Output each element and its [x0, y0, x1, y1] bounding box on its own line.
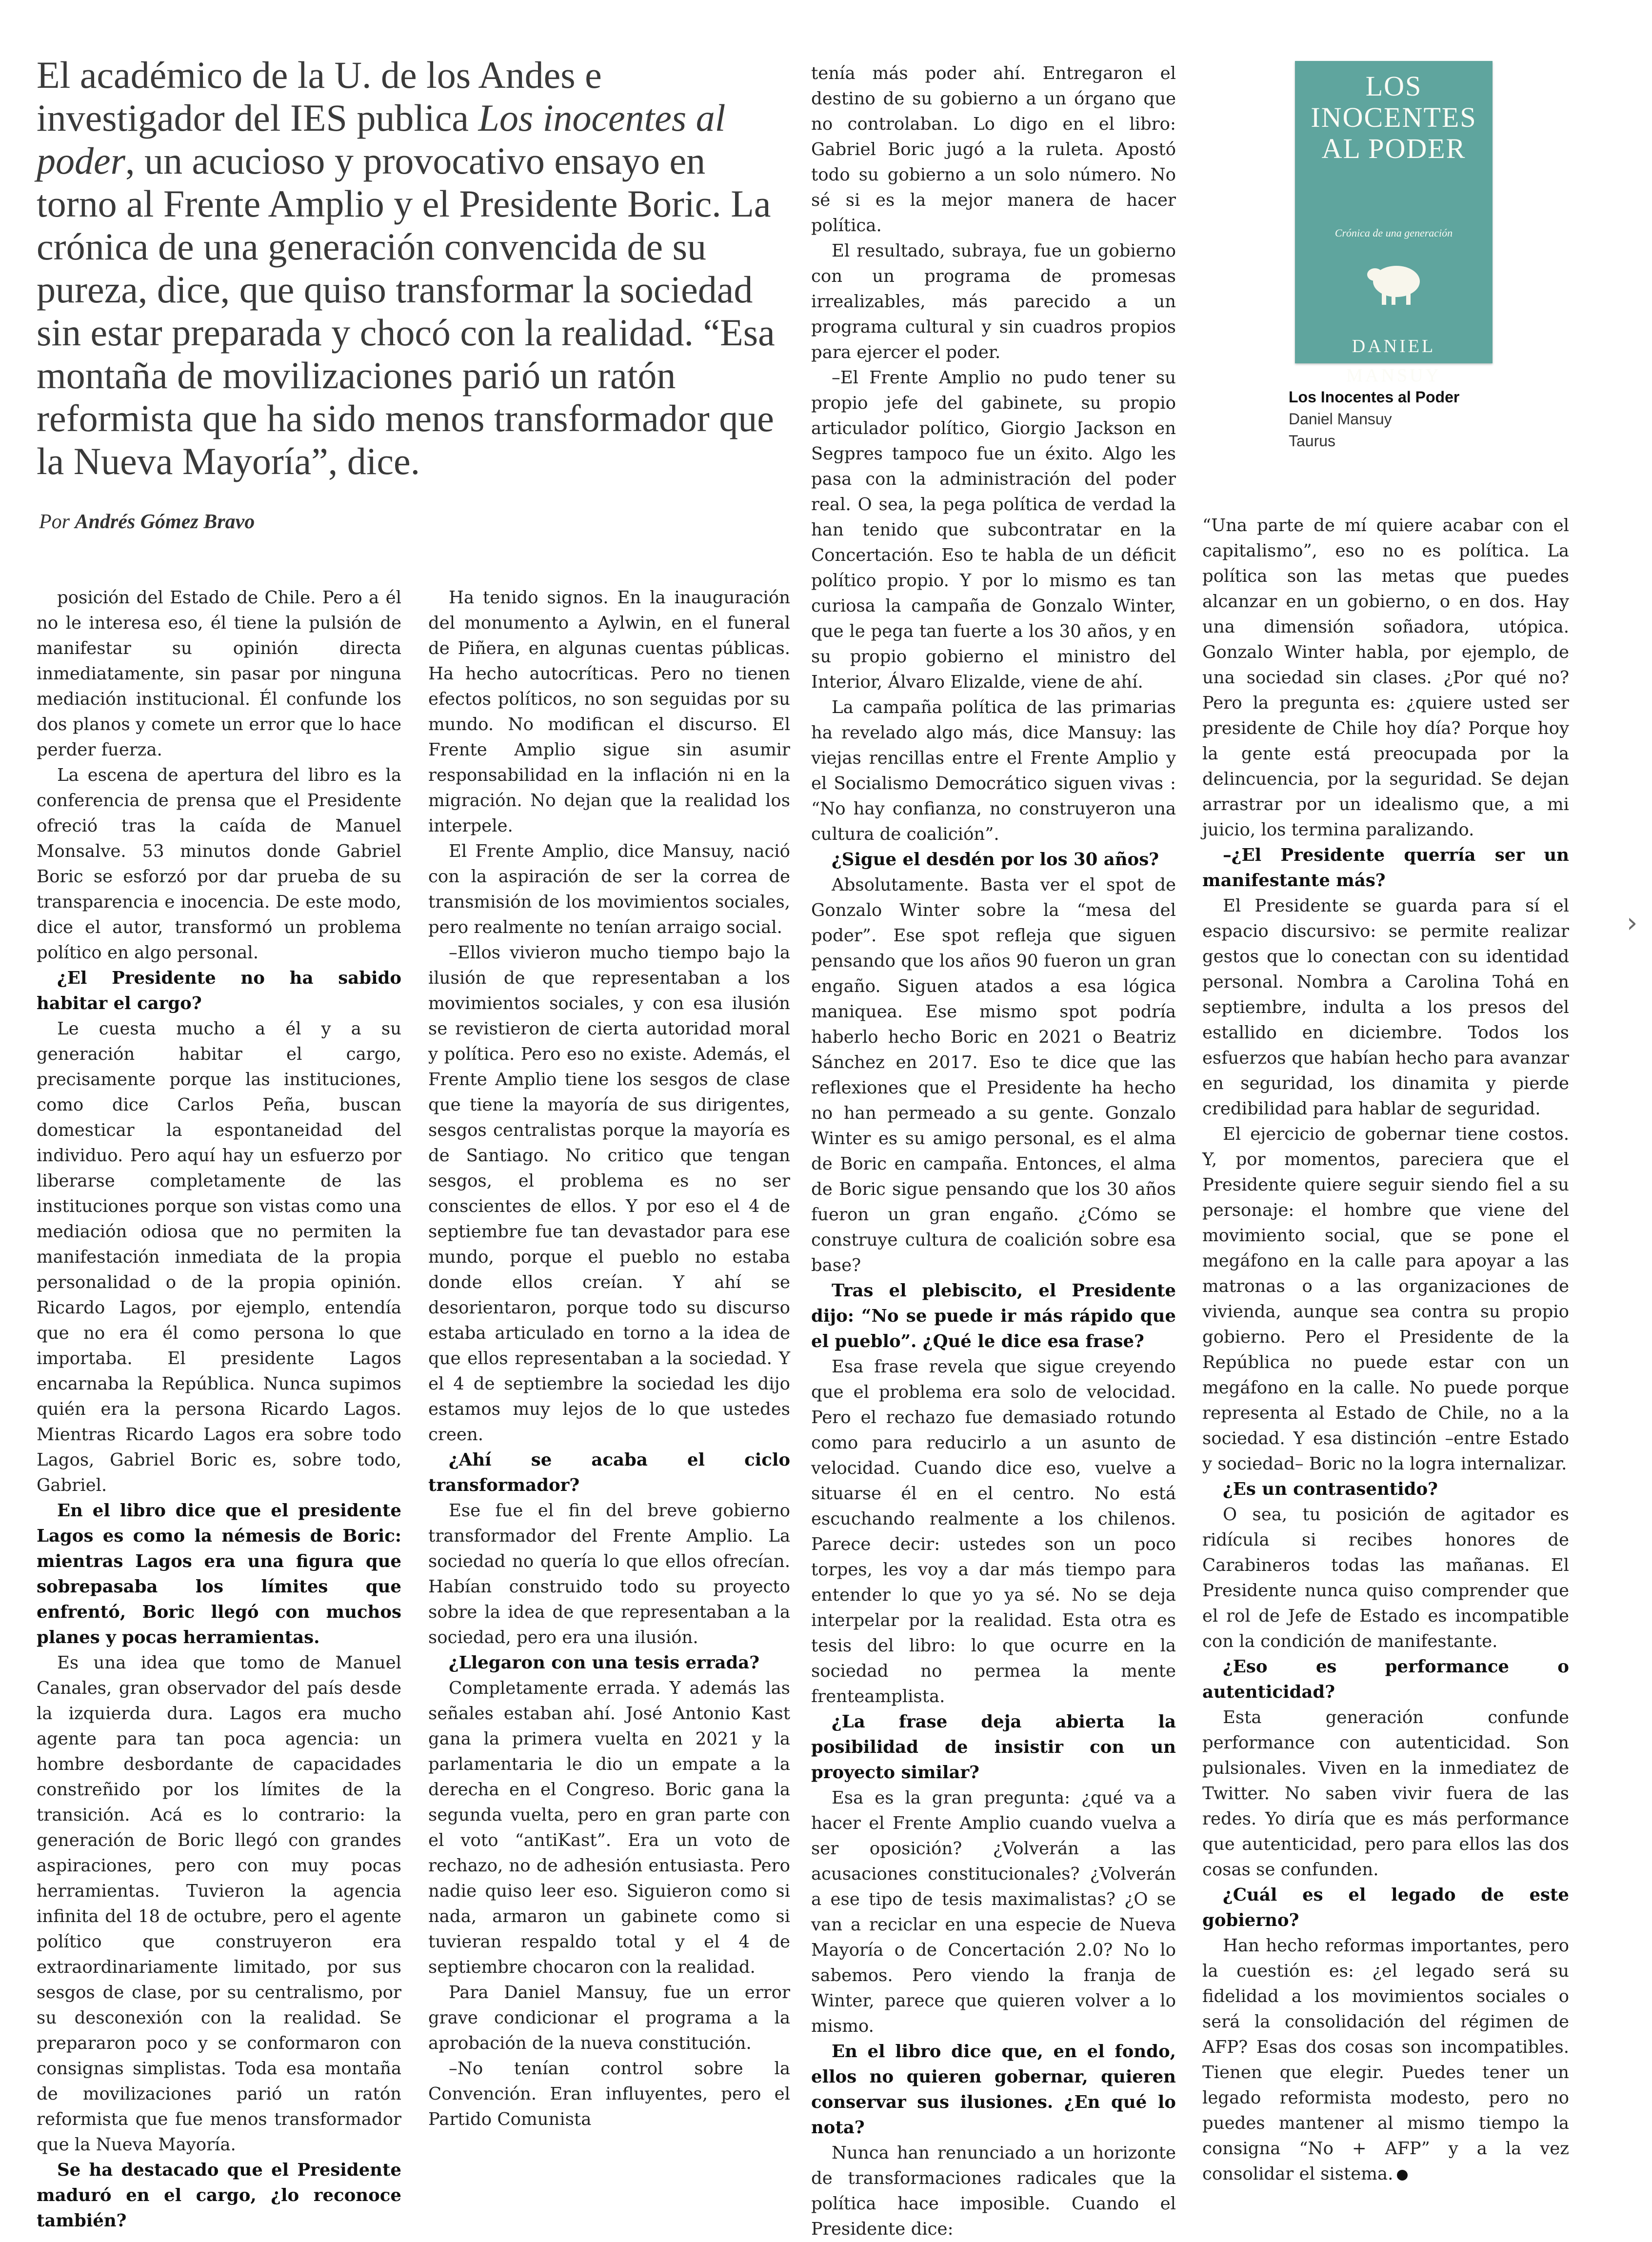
article-column-4	[1202, 513, 1569, 2187]
article-column-3	[811, 61, 1176, 2242]
cover-author-line: DANIEL	[1352, 336, 1436, 357]
article-paragraph: Han hecho reformas importantes, pero la cuestión es: ¿el legado será su fidelidad a los movimientos sociales o será la consolidación del régimen de AFP? Esas dos cosas son incompatibles. Tienen que elegir. Puedes tener un legado reformista modesto, pero no puedes mantener al mismo tiempo la consigna “No + AFP” y a la vez consolidar el sistema.	[1202, 1936, 1569, 2184]
article-paragraph: El ejercicio de gobernar tiene costos. Y, por momentos, pareciera que el Presidente quiere seguir siendo fiel a su personaje: el hombre que viene del movimiento social, que se pone el megáfono en la calle para apoyar a las matronas o a las organizaciones de vivienda, aunque sea contra su propio gobierno. Pero el Presidente de la República no puede estar con un megáfono en la calle. No puede porque representa al Estado de Chile, no a la sociedad. Y esa distinción –entre Estado y sociedad– Boric no la logra internalizar.	[1202, 1124, 1569, 1474]
cover-subtitle: Crónica de una generación	[1334, 227, 1453, 239]
interview-question: ¿La frase deja abierta la posibilidad de insistir con un proyecto similar?	[811, 1712, 1176, 1783]
interview-question: ¿Sigue el desdén por los 30 años?	[832, 850, 1159, 870]
cover-title-line: INOCENTES	[1311, 101, 1477, 133]
article-paragraph: Completamente errada. Y además las señales estaban ahí. José Antonio Kast gana la primera vuelta en 2021 y la parlamentaria le dio un empate a la derecha en el Congreso. Boric gana la segunda vuelta, pero en gran parte con el voto “antiKast”. Era un voto de rechazo, no de adhesión entusiasta. Pero nadie quiso leer eso. Siguieron como si nada, armaron un gabinete como si tuvieran respaldo total y el 4 de septiembre chocaron con la realidad.	[428, 1678, 790, 1977]
book-info-author: Daniel Mansuy	[1289, 410, 1392, 428]
article-paragraph: Nunca han renunciado a un horizonte de transformaciones radicales que la política hace imposible. Cuando el Presidente dice:	[811, 2143, 1176, 2239]
interview-question: Se ha destacado que el Presidente maduró en el cargo, ¿lo reconoce también?	[37, 2160, 401, 2231]
article-column-2	[428, 585, 790, 2132]
book-info-title: Los Inocentes al Poder	[1289, 388, 1460, 406]
next-page-chevron-icon[interactable]: ›	[1627, 907, 1638, 939]
interview-question: ¿El Presidente no ha sabido habitar el cargo?	[37, 968, 401, 1013]
article-paragraph: El Frente Amplio, dice Mansuy, nació con la aspiración de ser la correa de transmisión de los movimientos sociales, pero realmente no tenían arraigo social.	[428, 841, 790, 937]
book-info-publisher: Taurus	[1289, 432, 1336, 450]
byline	[39, 510, 771, 534]
cover-author-line: MANSUY	[1346, 365, 1441, 386]
article-paragraph: –Ellos vivieron mucho tiempo bajo la ilusión de que representaban a los movimientos sociales, y con esa ilusión se revistieron de cierta autoridad moral y política. Pero eso no existe. Además, el Frente Amplio tiene los sesgos de clase que tiene la mayoría de sus dirigentes, sesgos centralistas porque la mayoría es de Santiago. No critico que tengan sesgos, el problema es no ser conscientes de ellos. Y por eso el 4 de septiembre fue tan devastador para ese mundo, porque el pueblo no estaba donde ellos creían. Y ahí se desorientaron, porque todo su discurso estaba articulado en torno a la idea de que ellos representaban a la sociedad. Y el 4 de septiembre la sociedad les dijo estamos muy lejos de lo que ustedes creen.	[428, 943, 790, 1445]
end-mark-icon	[1397, 2170, 1408, 2181]
cover-title-line: LOS	[1365, 70, 1422, 102]
article-paragraph: La escena de apertura del libro es la conferencia de prensa que el Presidente ofreció tras la caída de Manuel Monsalve. 53 minutos donde Gabriel Boric se esforzó por dar prueba de su transparencia e inocencia. De este modo, dice el autor, transformó un problema político en algo personal.	[37, 765, 401, 963]
interview-question: En el libro dice que el presidente Lagos es como la némesis de Boric: mientras Lagos era una figura que sobrepasaba los límites que enfrentó, Boric llegó con muchos planes y pocas herramientas.	[37, 1501, 401, 1647]
article-paragraph: Para Daniel Mansuy, fue un error grave condicionar el programa a la aprobación de la nueva constitución.	[428, 1983, 790, 2053]
interview-question: ¿Llegaron con una tesis errada?	[449, 1653, 760, 1673]
article-paragraph: Le cuesta mucho a él y a su generación habitar el cargo, precisamente porque las instituciones, como dice Carlos Peña, buscan domesticar la espontaneidad del individuo. Pero aquí hay un esfuerzo por liberarse completamente de las instituciones porque son vistas como una mediación odiosa que no permiten la manifestación inmediata de la propia personalidad o de la propia opinión. Ricardo Lagos, por ejemplo, entendía que no era él como persona lo que importaba. El presidente Lagos encarnaba la República. Nunca supimos quién era la persona Ricardo Lagos. Mientras Ricardo Lagos era sobre todo Lagos, Gabriel Boric es, sobre todo, Gabriel.	[37, 1019, 401, 1495]
article-paragraph: O sea, tu posición de agitador es ridícula si recibes honores de Carabineros todas las mañanas. El Presidente nunca quiso comprender que el rol de Jefe de Estado es incompatible con la condición de manifestante.	[1202, 1505, 1569, 1651]
article-paragraph: El resultado, subraya, fue un gobierno con un programa de promesas irrealizables, más parecido a un programa cultural y sin cuadros propios para ejercer el poder.	[811, 241, 1176, 362]
book-info	[1289, 386, 1493, 452]
interview-question: ¿Es un contrasentido?	[1223, 1479, 1438, 1499]
article-paragraph: Ese fue el fin del breve gobierno transformador del Frente Amplio. La sociedad no quería lo que ellos ofrecían. Habían construido todo su proyecto sobre la idea de que representaban a la sociedad, pero era una ilusión.	[428, 1501, 790, 1647]
article-paragraph: Esa frase revela que sigue creyendo que el problema era solo de velocidad. Pero el rechazo fue demasiado rotundo como para reducirlo a un asunto de velocidad. Cuando dice eso, vuelve a situarse él en el centro. No está escuchando realmente a los chilenos. Parece decir: ustedes son un poco torpes, les voy a dar más tiempo para entender lo que yo ya sé. No se deja interpelar por la realidad. Esta otra es tesis del libro: lo que ocurre en la sociedad no permea la mente frenteamplista.	[811, 1357, 1176, 1706]
lede-text-continued: , un acucioso y provocativo ensayo en torno al Frente Amplio y el Presidente Boric. La crónica de una generación convencida de su pureza, dice, que quiso transformar la sociedad sin estar preparada y chocó con la realidad. “Esa montaña de movilizaciones parió un ratón reformista que ha sido menos transformador que la Nueva Mayoría”, dice.	[37, 139, 775, 482]
article-paragraph: Esta generación confunde performance con autenticidad. Son pulsionales. Viven en la inmediatez de Twitter. No saben vivir fuera de las redes. Yo diría que es más performance que autenticidad, pero para ellos las dos cosas se confunden.	[1202, 1707, 1569, 1880]
interview-question: En el libro dice que, en el fondo, ellos no quieren gobernar, quieren conservar sus ilusiones. ¿En qué lo nota?	[811, 2042, 1176, 2138]
interview-question: ¿Ahí se acaba el ciclo transformador?	[428, 1450, 790, 1495]
article-column-1	[37, 585, 401, 2234]
book-cover	[1295, 61, 1493, 386]
interview-question: –¿El Presidente querría ser un manifestante más?	[1202, 845, 1569, 891]
cover-title-line: AL PODER	[1321, 133, 1466, 164]
article-paragraph: Esa es la gran pregunta: ¿qué va a hacer el Frente Amplio cuando vuelva a ser oposición? ¿Volverán a las acusaciones constitucionales? ¿Volverán a ese tipo de tesis maximalistas? ¿O se van a reciclar en una especie de Nueva Mayoría o de Concertación 2.0? No lo sabemos. Pero viendo la franja de Winter, parece que quieren volver a lo mismo.	[811, 1788, 1176, 2036]
interview-question: ¿Cuál es el legado de este gobierno?	[1202, 1885, 1569, 1930]
article-paragraph: La campaña política de las primarias ha revelado algo más, dice Mansuy: las viejas rencillas entre el Frente Amplio y el Socialismo Democrático siguen vivas : “No hay confianza, no construyeron una cultura de coalición”.	[811, 697, 1176, 844]
article-paragraph: tenía más poder ahí. Entregaron el destino de su gobierno a un órgano que no controlaban. Lo digo en el libro: Gabriel Boric jugó a la ruleta. Apostó todo su gobierno a un solo número. No sé si es la mejor manera de hacer política.	[811, 63, 1176, 236]
lede-book-title: Los inocentes al poder	[37, 97, 726, 182]
lede	[37, 54, 788, 483]
lamb-illustration-icon	[1363, 256, 1424, 310]
article-paragraph: –El Frente Amplio no pudo tener su propio jefe del gabinete, su propio articulador político, Giorgio Jackson en Segpres tampoco fue un éxito. Algo les pasa con la administración del poder real. O sea, la pega política de verdad la han tenido que subcontratar en la Concertación. Eso te habla de un déficit político propio. Y por lo mismo es tan curiosa la campaña de Gonzalo Winter, que le pega tan fuerte a los 30 años, y en su propio gobierno el ministro del Interior, Álvaro Elizalde, viene de ahí.	[811, 368, 1176, 692]
article-paragraph: Absolutamente. Basta ver el spot de Gonzalo Winter sobre la “mesa del poder”. Ese spot refleja que siguen pensando que los años 90 fueron un gran engaño. Siguen atados a esa lógica maniquea. Ese mismo spot podría haberlo hecho Boric en 2021 o Beatriz Sánchez en 2017. Eso te dice que las reflexiones que el Presidente ha hecho no han permeado a su gente. Gonzalo Winter es su amigo personal, es el alma de Boric en campaña. Entonces, el alma de Boric sigue pensando que los 30 años fueron un gran engaño. ¿Cómo se construye cultura de coalición sobre esa base?	[811, 875, 1176, 1275]
article-paragraph: –No tenían control sobre la Convención. Eran influyentes, pero el Partido Comunista	[428, 2059, 790, 2129]
byline-prefix: Por	[39, 511, 75, 533]
article-paragraph: El Presidente se guarda para sí el espacio discursivo: se permite realizar gestos que lo conectan con su identidad personal. Nombra a Carolina Tohá en septiembre, indulta a los presos del estallido en diciembre. Todos los esfuerzos que habían hecho para avanzar en seguridad, los dinamita y pierde credibilidad para hablar de seguridad.	[1202, 896, 1569, 1119]
article-paragraph: posición del Estado de Chile. Pero a él no le interesa eso, él tiene la pulsión de manifestar su opinión directa inmediatamente, sin pasar por ninguna mediación institucional. Él confunde los dos planos y comete un error que lo hace perder fuerza.	[37, 588, 401, 760]
interview-question: ¿Eso es performance o autenticidad?	[1202, 1657, 1569, 1702]
interview-question: Tras el plebiscito, el Presidente dijo: “No se puede ir más rápido que el pueblo”. ¿Qué le dice esa frase?	[811, 1281, 1176, 1351]
byline-author: Andrés Gómez Bravo	[75, 511, 255, 533]
article-paragraph: “Una parte de mí quiere acabar con el capitalismo”, eso no es política. La política son las metas que puedes alcanzar en un gobierno, o en dos. Hay una dimensión soñadora, utópica. Gonzalo Winter habla, por ejemplo, de una sociedad sin clases. ¿Por qué no? Pero la pregunta es: ¿quiere usted ser presidente de Chile hoy día? Porque hoy la gente está preocupada por la delincuencia, por la seguridad. Se dejan arrastrar por un idealismo que, a mi juicio, los termina paralizando.	[1202, 516, 1569, 840]
article-paragraph: Es una idea que tomo de Manuel Canales, gran observador del país desde la izquierda dura. Lagos era mucho agente para tan poca agencia: un hombre desbordante de capacidades constreñido por los límites de la transición. Acá es lo contrario: la generación de Boric llegó con grandes aspiraciones, pero con muy pocas herramientas. Tuvieron la agencia infinita del 18 de octubre, pero el agente político que construyeron era extraordinariamente limitado, por sus sesgos de clase, por su centralismo, por su desconexión con la realidad. Se prepararon poco y se conformaron con consignas simplistas. Toda esa montaña de movilizaciones parió un ratón reformista que fue menos transformador que la Nueva Mayoría.	[37, 1653, 401, 2155]
cover-author	[1295, 332, 1493, 390]
article-paragraph: Ha tenido signos. En la inauguración del monumento a Aylwin, en el funeral de Piñera, en algunas cuentas públicas. Ha hecho autocríticas. Pero no tienen efectos políticos, no son seguidas por su mundo. No modifican el discurso. El Frente Amplio sigue sin asumir responsabilidad en la inflación ni en la migración. No dejan que la realidad los interpele.	[428, 588, 790, 836]
lede-text: El académico de la U. de los Andes e investigador del IES publica	[37, 54, 602, 139]
